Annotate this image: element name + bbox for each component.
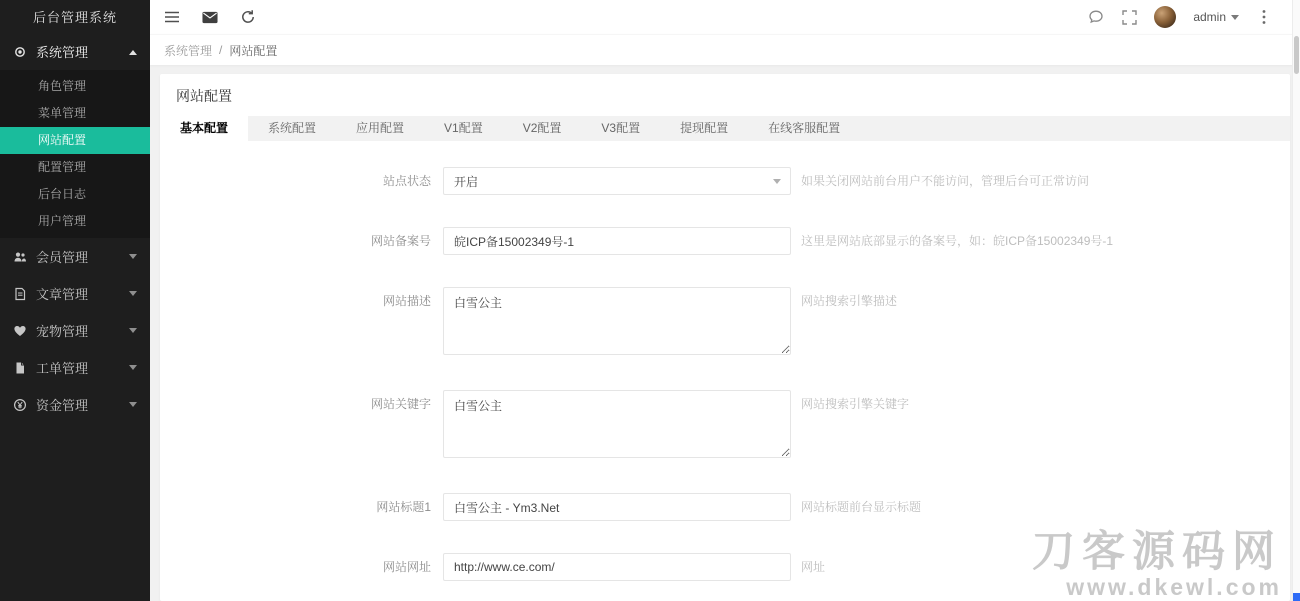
sidebar-item-menu[interactable]: 菜单管理 xyxy=(38,106,87,120)
breadcrumb-separator: / xyxy=(219,43,223,57)
tab-application[interactable]: 应用配置 xyxy=(356,121,405,135)
site-keywords-textarea[interactable] xyxy=(443,390,791,458)
heart-icon xyxy=(13,324,27,338)
sidebar-group-label: 文章管理 xyxy=(36,287,89,302)
breadcrumb-item-system[interactable]: 系统管理 xyxy=(164,43,213,58)
sidebar-submenu xyxy=(0,70,150,238)
sidebar-group-funds[interactable] xyxy=(0,386,150,423)
tab-online-service[interactable]: 在线客服配置 xyxy=(768,121,841,135)
panel-title: 网站配置 xyxy=(176,88,232,104)
scrollbar[interactable] xyxy=(1292,0,1300,601)
sidebar-group-system[interactable] xyxy=(0,33,150,70)
menu-toggle-icon[interactable] xyxy=(164,9,180,25)
field-label: 网站网址 xyxy=(382,560,431,574)
sidebar-group-pets[interactable] xyxy=(0,312,150,349)
users-icon xyxy=(13,250,27,264)
sidebar-item-config[interactable]: 配置管理 xyxy=(38,160,87,174)
site-title-input[interactable] xyxy=(443,493,791,521)
form-row-icp xyxy=(160,227,1290,255)
form-row-title xyxy=(160,493,1290,521)
sidebar-item-user[interactable]: 用户管理 xyxy=(38,214,87,228)
app-title: 后台管理系统 xyxy=(32,10,117,25)
chevron-down-icon xyxy=(129,402,137,411)
refresh-icon[interactable] xyxy=(240,9,256,25)
breadcrumb xyxy=(150,34,1300,65)
basic-config-form xyxy=(160,141,1290,581)
form-row-description xyxy=(160,287,1290,358)
message-icon[interactable] xyxy=(202,9,218,25)
navbar-left xyxy=(164,9,256,25)
kebab-menu-icon[interactable] xyxy=(1256,9,1272,25)
top-navbar xyxy=(150,0,1300,34)
sidebar-group-label: 会员管理 xyxy=(36,250,89,265)
chevron-down-icon xyxy=(773,179,781,188)
avatar[interactable] xyxy=(1154,6,1176,28)
sidebar-group-members[interactable] xyxy=(0,238,150,275)
tab-v2[interactable]: V2配置 xyxy=(522,121,562,135)
document-icon xyxy=(13,287,27,301)
form-row-url xyxy=(160,553,1290,581)
breadcrumb-current: 网站配置 xyxy=(229,43,278,58)
field-label: 网站描述 xyxy=(382,294,431,308)
watermark-line2: www.dkewl.com xyxy=(1066,573,1282,600)
sidebar-group-label: 宠物管理 xyxy=(36,324,89,339)
tab-basic[interactable]: 基本配置 xyxy=(160,116,248,141)
chevron-down-icon xyxy=(129,291,137,300)
field-label: 网站备案号 xyxy=(370,234,431,248)
field-help: 如果关闭网站前台用户不能访问，管理后台可正常访问 xyxy=(801,174,1090,188)
icp-number-input[interactable] xyxy=(443,227,791,255)
field-label: 网站关键字 xyxy=(370,397,431,411)
field-help: 这里是网站底部显示的备案号，如：皖ICP备15002349号-1 xyxy=(801,234,1114,248)
main-area xyxy=(150,0,1300,601)
sidebar-item-log[interactable]: 后台日志 xyxy=(38,187,87,201)
username-label: admin xyxy=(1193,10,1226,24)
scrollbar-thumb[interactable] xyxy=(1294,36,1299,74)
sidebar-group-label: 资金管理 xyxy=(36,398,89,413)
chevron-up-icon xyxy=(129,46,137,55)
sidebar-item-site-config[interactable]: 网站配置 xyxy=(0,127,150,154)
fullscreen-icon[interactable] xyxy=(1121,9,1137,25)
tab-system[interactable]: 系统配置 xyxy=(268,121,317,135)
field-help: 网站搜索引擎关键字 xyxy=(801,397,910,411)
chevron-down-icon xyxy=(129,328,137,337)
chevron-down-icon xyxy=(1231,15,1239,24)
file-icon xyxy=(13,361,27,375)
sidebar-group-label: 系统管理 xyxy=(36,45,89,60)
field-help: 网站标题前台显示标题 xyxy=(801,500,922,514)
form-row-site-status xyxy=(160,167,1290,195)
tab-bar xyxy=(160,116,1290,141)
scrollbar-corner xyxy=(1293,593,1300,601)
sidebar-group-label: 工单管理 xyxy=(36,361,89,376)
tab-v1[interactable]: V1配置 xyxy=(444,121,483,135)
money-icon xyxy=(13,398,27,412)
sidebar-group-tickets[interactable] xyxy=(0,349,150,386)
navbar-right xyxy=(1088,6,1286,28)
chat-icon[interactable] xyxy=(1088,9,1104,25)
field-help: 网址 xyxy=(801,560,826,574)
site-config-panel xyxy=(160,74,1290,601)
sidebar-item-role[interactable]: 角色管理 xyxy=(38,79,87,93)
sidebar-group-articles[interactable] xyxy=(0,275,150,312)
site-description-textarea[interactable] xyxy=(443,287,791,355)
user-menu[interactable] xyxy=(1193,10,1239,24)
tab-v3[interactable]: V3配置 xyxy=(601,121,641,135)
watermark-line1: 刀客源码网 xyxy=(1032,527,1282,576)
field-help: 网站搜索引擎描述 xyxy=(801,294,898,308)
field-label: 网站标题1 xyxy=(376,500,431,514)
site-url-input[interactable] xyxy=(443,553,791,581)
sidebar xyxy=(0,0,150,601)
chevron-down-icon xyxy=(129,365,137,374)
select-value: 开启 xyxy=(454,174,479,189)
tab-withdraw[interactable]: 提现配置 xyxy=(680,121,729,135)
gear-icon xyxy=(13,45,27,59)
chevron-down-icon xyxy=(129,254,137,263)
field-label: 站点状态 xyxy=(382,174,431,188)
form-row-keywords xyxy=(160,390,1290,461)
content-area xyxy=(150,65,1300,601)
site-status-select[interactable] xyxy=(443,167,791,195)
